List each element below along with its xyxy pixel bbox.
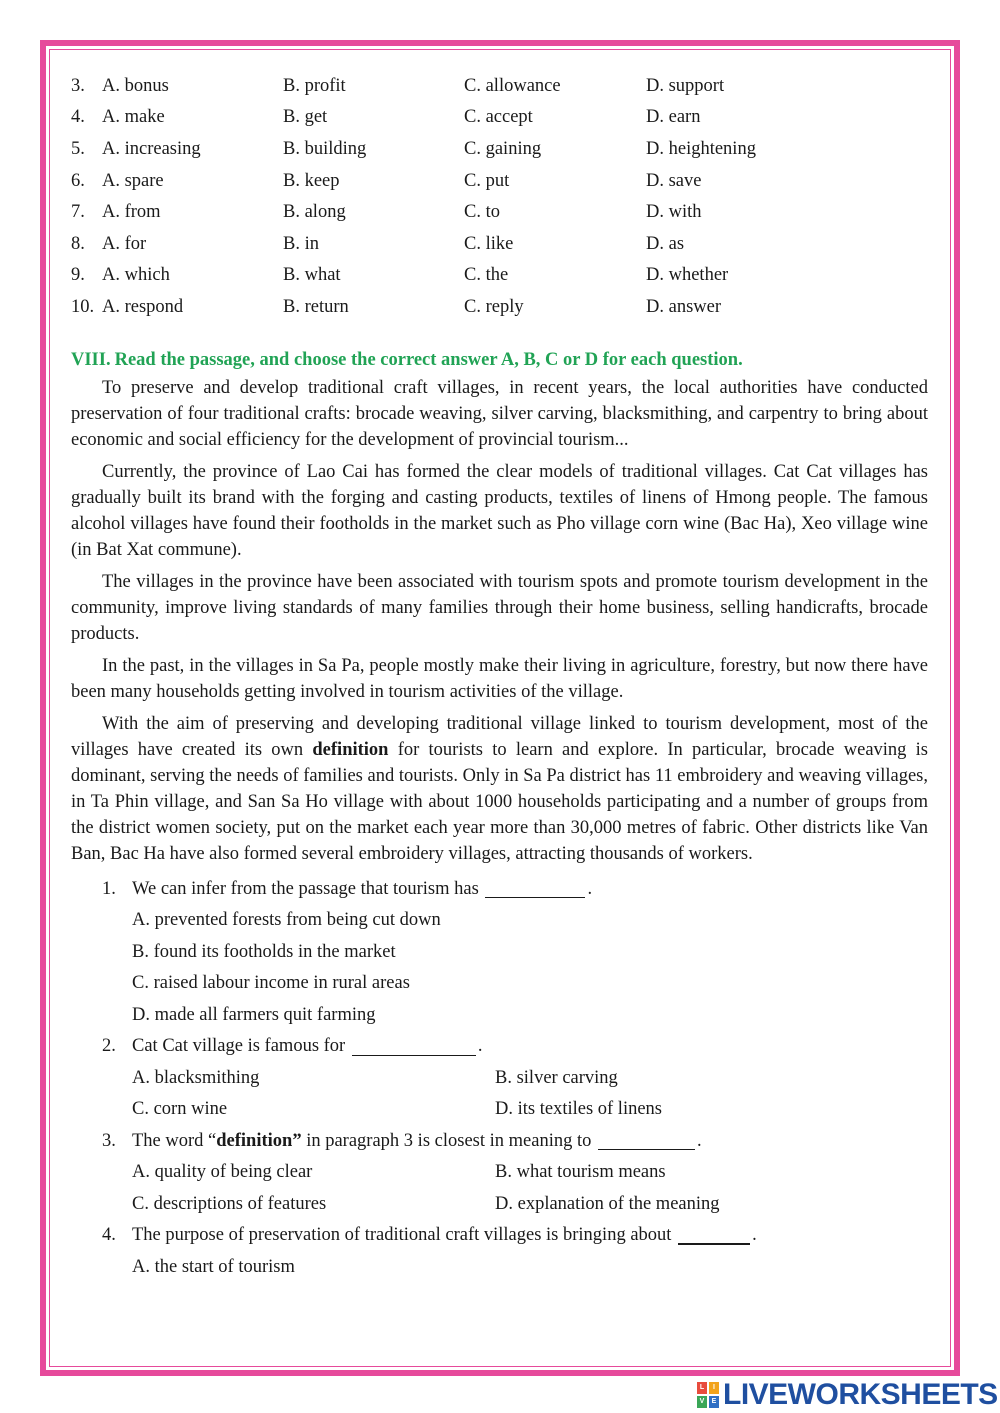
answer-option-d[interactable]: D. its textiles of linens <box>495 1099 662 1119</box>
option-d: D. support <box>646 75 725 96</box>
logo-mark-letter: I <box>709 1382 719 1394</box>
option-c: C. accept <box>464 107 533 128</box>
answer-option-c[interactable]: C. descriptions of features <box>132 1193 327 1214</box>
option-d: D. save <box>646 170 702 191</box>
option-c: C. reply <box>464 296 524 317</box>
question-text: We can infer from the passage that tourism has <box>132 878 479 899</box>
question-number: 2. <box>102 1036 116 1056</box>
section-instruction: Read the passage, and choose the correct answer A, B, C or D for each question. <box>114 349 743 370</box>
option-a: A. spare <box>102 170 164 191</box>
option-row <box>71 102 928 134</box>
worksheet-content <box>71 70 928 1282</box>
paragraph-text: With the aim of preserving and developing traditional village linked to tourism development, most of the villages have created its own <box>71 713 928 760</box>
question-end: . <box>752 1225 757 1245</box>
option-b: B. building <box>283 138 367 159</box>
option-number: 4. <box>71 107 85 128</box>
option-a: A. increasing <box>102 138 201 159</box>
answer-option-a[interactable]: A. quality of being clear <box>132 1162 313 1182</box>
answer-option-a[interactable]: A. the start of tourism <box>132 1256 295 1277</box>
option-a: A. bonus <box>102 75 169 96</box>
question-3 <box>102 1125 928 1220</box>
option-d: D. answer <box>646 296 722 317</box>
option-row <box>71 133 928 165</box>
logo-mark-letter: E <box>709 1396 719 1408</box>
option-a: A. for <box>102 233 147 254</box>
option-number: 5. <box>71 138 85 159</box>
question-end: . <box>477 1036 483 1056</box>
option-b: B. return <box>283 296 349 317</box>
question-1 <box>102 873 928 1031</box>
answer-blank[interactable] <box>598 1131 695 1150</box>
option-row <box>71 291 928 323</box>
option-d: D. as <box>646 233 685 254</box>
option-c: C. put <box>464 170 510 191</box>
section-heading <box>71 345 928 375</box>
option-c: C. to <box>464 202 500 223</box>
logo-text: LIVEWORKSHEETS <box>723 1378 998 1411</box>
option-c: C. the <box>464 265 509 286</box>
question-text <box>132 1128 591 1154</box>
option-d: D. heightening <box>646 138 756 159</box>
answer-option-row <box>132 1188 928 1220</box>
answer-option-c[interactable]: C. raised labour income in rural areas <box>132 973 410 993</box>
option-d: D. with <box>646 202 702 223</box>
question-text-part: in paragraph 3 is closest in meaning to <box>301 1130 592 1151</box>
passage-paragraph-2: Currently, the province of Lao Cai has formed the clear models of traditional villages. Cat Cat villages has gradually built its brand with the forging and casting products, textiles of linens of Hmong people. The famous alcohol villages have found their footholds in the market such as Pho village corn wine (Bac Ha), Xeo village wine (in Bat Xat commune). <box>71 461 928 560</box>
question-number: 3. <box>102 1130 116 1151</box>
question-text: Cat Cat village is famous for <box>132 1036 346 1056</box>
option-number: 6. <box>71 170 85 191</box>
option-d: D. earn <box>646 107 701 128</box>
option-d: D. whether <box>646 265 729 286</box>
question-number: 4. <box>102 1225 116 1245</box>
answer-option-b[interactable]: B. what tourism means <box>495 1162 666 1182</box>
passage-paragraph-5 <box>71 711 928 867</box>
section-number: VIII. <box>71 349 111 370</box>
passage-paragraph-3: The villages in the province have been associated with tourism spots and promote tourism development in the community, improve living standards of many families through their home business, selling handicrafts, brocade products. <box>71 571 928 644</box>
option-number: 7. <box>71 202 85 223</box>
answer-option-a[interactable]: A. prevented forests from being cut down <box>132 910 441 930</box>
answer-option-b[interactable]: B. silver carving <box>495 1067 618 1088</box>
answer-blank[interactable] <box>352 1037 476 1056</box>
logo-mark-letter: V <box>697 1396 707 1408</box>
option-b: B. profit <box>283 75 346 96</box>
question-text: The purpose of preservation of traditional craft villages is bringing about <box>132 1225 672 1245</box>
answer-option-c[interactable]: C. corn wine <box>132 1099 228 1119</box>
option-c: C. allowance <box>464 75 561 96</box>
option-row <box>71 260 928 292</box>
liveworksheets-logo-icon <box>697 1382 719 1408</box>
answer-option-d[interactable]: D. explanation of the meaning <box>495 1193 720 1214</box>
answer-option-row <box>132 1062 928 1094</box>
question-text-part: The word “ <box>132 1130 217 1151</box>
question-2 <box>102 1030 928 1125</box>
answer-option-b[interactable]: B. found its footholds in the market <box>132 941 396 962</box>
question-4 <box>102 1219 928 1282</box>
question-stem <box>102 873 928 905</box>
option-number: 10. <box>71 296 95 317</box>
option-row <box>71 165 928 197</box>
option-a: A. make <box>102 107 165 128</box>
option-b: B. keep <box>283 170 340 191</box>
option-number: 8. <box>71 233 85 254</box>
option-b: B. what <box>283 265 341 286</box>
question-end: . <box>587 878 593 899</box>
answer-option-a[interactable]: A. blacksmithing <box>132 1067 260 1088</box>
question-number: 1. <box>102 878 116 899</box>
passage-paragraph-1: To preserve and develop traditional craft villages, in recent years, the local authorities have conducted preservation of four traditional crafts: brocade weaving, silver carving, blacksmithing, and carpentry to bring about economic and social efficiency for the development of provincial tourism... <box>71 377 928 450</box>
answer-option-row <box>132 1156 928 1188</box>
question-end: . <box>696 1130 702 1151</box>
option-b: B. in <box>283 233 319 254</box>
option-number: 3. <box>71 75 85 96</box>
highlighted-word: definition” <box>216 1130 302 1151</box>
passage-paragraph-4: In the past, in the villages in Sa Pa, people mostly make their living in agriculture, forestry, but now there have been many households getting involved in tourism activities of the village. <box>71 655 928 702</box>
reading-passage <box>71 375 928 867</box>
answer-blank[interactable] <box>678 1225 750 1245</box>
option-a: A. respond <box>102 296 184 317</box>
option-b: B. along <box>283 202 346 223</box>
option-b: B. get <box>283 107 328 128</box>
question-stem <box>102 1125 928 1157</box>
option-c: C. like <box>464 233 514 254</box>
answer-option-row <box>132 1093 928 1125</box>
option-number: 9. <box>71 265 85 286</box>
logo-mark-letter: L <box>697 1382 707 1394</box>
highlighted-word: definition <box>312 739 389 760</box>
option-a: A. which <box>102 265 170 286</box>
previous-options-list <box>71 70 928 323</box>
answer-blank[interactable] <box>485 879 585 898</box>
question-stem <box>102 1219 928 1251</box>
answer-option-d[interactable]: D. made all farmers quit farming <box>132 1004 376 1025</box>
option-a: A. from <box>102 202 161 223</box>
option-c: C. gaining <box>464 138 542 159</box>
option-row <box>71 70 928 102</box>
option-row <box>71 228 928 260</box>
question-stem <box>102 1030 928 1062</box>
option-row <box>71 196 928 228</box>
liveworksheets-logo <box>697 1378 998 1412</box>
paragraph-text: for tourists to learn and explore. In particular, brocade weaving is dominant, serving the needs of families and tourists. Only in Sa Pa district has 11 embroidery and weaving villages, in Ta Phin village, and San Sa Ho village with about 1000 households participating and a number of groups from the district women society, put on the market each year more than 30,000 metres of fabric. Other districts like Van Ban, Bac Ha have also formed several embroidery villages, attracting thousands of workers. <box>71 739 929 864</box>
